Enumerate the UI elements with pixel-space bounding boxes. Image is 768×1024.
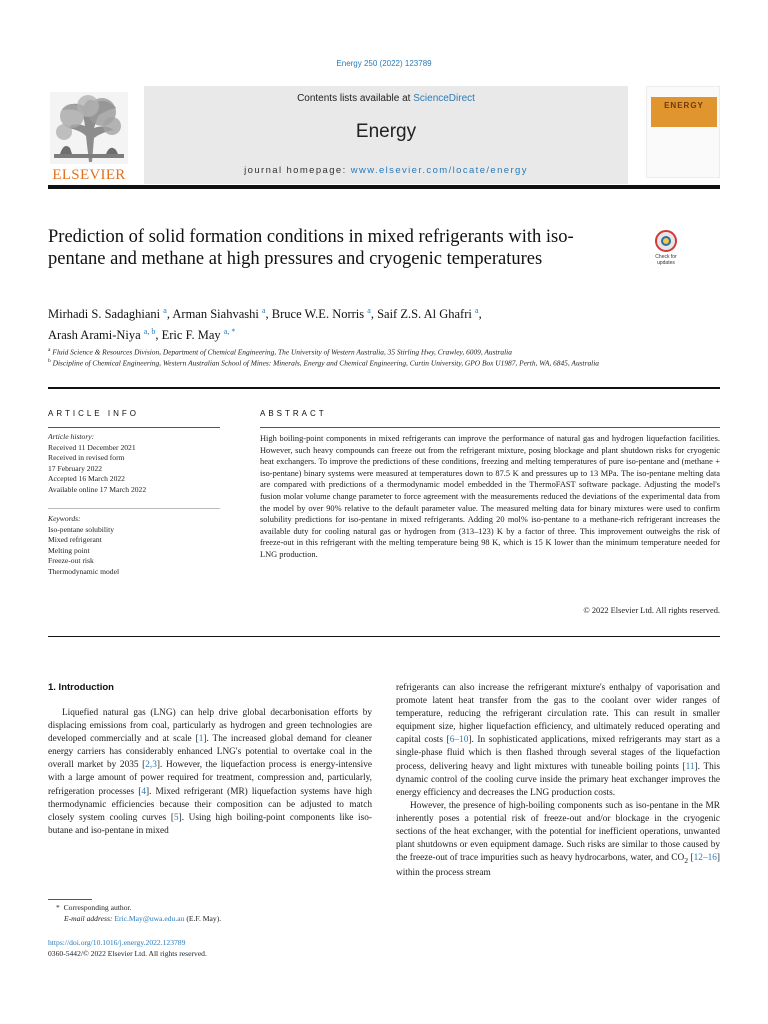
paragraph: However, the presence of high-boiling components such as iso-pentane in the MR inherently poses a potential risk of freeze-out and/or blockage in the cryogenic sections of the heat exchanger, with the potential for inefficient operations, unwanted plant shutdowns or even equipment damage. Such risks are similar to those caused by the freeze-out of trace impurities such as heavy hydrocarbons, water, and $CO_2$ [12–16] within the process stream [396, 800, 721, 879]
masthead-divider [48, 185, 720, 189]
author-affiliation-marker[interactable]: a [163, 306, 167, 315]
article-info-heading: ARTICLE INFO [48, 409, 139, 418]
article-history [48, 432, 220, 495]
crossmark-icon [655, 230, 677, 252]
citation-link[interactable]: 5 [173, 812, 179, 823]
keyword: Thermodynamic model [48, 566, 120, 576]
publisher-logo[interactable] [48, 86, 130, 184]
header-divider [48, 387, 720, 389]
homepage-prefix: journal homepage: [244, 165, 351, 176]
citation-link[interactable]: 11 [685, 761, 695, 772]
keyword: Iso-pentane solubility [48, 524, 115, 534]
crossmark-label: Check for updates [655, 254, 677, 266]
author-affiliation-marker[interactable]: a, b [143, 327, 156, 337]
corresponding-author-note: * Corresponding author. [56, 903, 132, 912]
journal-title: Energy [355, 121, 417, 142]
history-item: Accepted 16 March 2022 [48, 474, 125, 483]
homepage-line [144, 165, 628, 176]
publisher-wordmark: ELSEVIER [52, 167, 126, 183]
article-title: Prediction of solid formation conditions in mixed refrigerants with iso-pentane and methane at high pressures and cryogenic temperatures [48, 227, 574, 269]
body-column-left [48, 707, 372, 838]
email-note: E-mail address: Eric.May@uwa.edu.au (E.F. May). [64, 914, 222, 923]
paragraph: refrigerants can also increase the refrigerant mixture's enthalpy of vaporisation and promote latent heat transfer from the gas to the coolant over wider ranges of temperature, reducing the refrigerant circulation rate. This can result in smaller equipment size, higher liquefaction efficiency, and ultimately reduced operating and capital costs [6–10]. In sophisticated applications, mixed refrigerants may start as a single-phase fluid which is then flashed through several stages of the liquefaction process, delivering heavy and light mixtures with tuneable boiling points [11]. This dynamic control of the cooling curve inside the primary heat exchanger improves the energy efficiency and decreases the LNG production costs. [396, 683, 720, 798]
citation-link[interactable]: 12–16 [693, 853, 717, 864]
history-label: Article history: [48, 432, 95, 441]
cover-label: ENERGY [664, 101, 704, 110]
author-name[interactable]: Bruce W.E. Norris [271, 307, 365, 322]
contents-prefix: Contents lists available at [297, 93, 414, 104]
keyword: Melting point [48, 545, 90, 555]
keyword: Mixed refrigerant [48, 535, 102, 544]
abstract-heading: ABSTRACT [260, 409, 327, 418]
elsevier-tree-icon [50, 92, 128, 164]
citation-link[interactable]: 4 [141, 786, 146, 797]
citation-link[interactable]: 1 [198, 734, 204, 745]
check-for-updates-button[interactable] [648, 228, 684, 268]
author-name[interactable]: Arman Siahvashi [172, 307, 259, 322]
author-name[interactable]: Mirhadi S. Sadaghiani [48, 307, 161, 322]
journal-masthead [48, 86, 720, 184]
citation-link[interactable]: 6–10 [449, 735, 469, 746]
homepage-link[interactable]: www.elsevier.com/locate/energy [350, 165, 528, 176]
contents-line [144, 93, 628, 104]
journal-cover-thumbnail[interactable] [646, 86, 720, 178]
journal-citation[interactable]: Energy 250 (2022) 123789 [336, 59, 432, 68]
keywords-divider [48, 508, 220, 509]
author-affiliation-marker[interactable]: a [261, 306, 266, 315]
section-title: 1. Introduction [48, 682, 114, 693]
doi-link[interactable]: https://doi.org/10.1016/j.energy.2022.123789 [48, 938, 186, 947]
author-list: Mirhadi S. Sadaghiani $^a$, Arman Siahvashi $^a$, Bruce W.E. Norris $^a$, Saif Z.S. Al Ghafri $^a$, Arash Arami-Niya $^{a, b}$, Eric F. May $^{a, *}$ [48, 306, 482, 343]
body-column-right [396, 682, 720, 880]
abstract-body: High boiling-point components in mixed refrigerants can improve the performance of natural gas and hydrogen liquefaction facilities. However, such heavy compounds can freeze out from the refrigerant mixture, posing blockage and plant shutdown risks for cryogenic heat exchangers. To improve the predictions of these conditions, freezing and melting temperatures of pure iso-pentane and (methane + iso-pentane) binary systems were measured at temperatures down to 87.5 K and pressures up to 13 MPa. The iso-pentane melting data are compared with predictions of a thermodynamic model embedded in the ThermoFAST software package. Adjusting the model's fusion molar volume change parameter to force agreement with the measurements reduced the deviations of the experimental data from the model by over 90% relative to the default parameter value. The measured melting data for binary mixtures were used to confirm solubility predictions for iso-pentane in mixed refrigerants. Adding 20 mol% iso-pentane to a methane-rich refrigerant increases the available duty for cooling natural gas or hydrogen from (313–123) K by a factor of three. This improvement outweighs the risk of freeze-out in this refrigerant with the melting temperature being 98 K, which is 15 K lower than the minimum temperature needed for LNG production. [260, 434, 720, 559]
history-item: Received in revised form [48, 453, 125, 462]
keywords-label: Keywords: [48, 514, 81, 523]
abstract-divider [260, 427, 720, 428]
author-name[interactable]: Eric F. May [161, 328, 221, 343]
author-affiliation-marker[interactable]: a [475, 306, 479, 315]
history-item: Available online 17 March 2022 [48, 484, 147, 494]
paragraph: Liquefied natural gas (LNG) can help drive global decarbonisation efforts by displacing emissions from coal, particularly as hydrogen and green technologies are developed commercially and at scale [1]. The increased global demand for cleaner energy carriers has considerably enhanced LNG's potential to overtake coal in the overall market by 2035 [2,3]. However, the liquefaction process is energy-intensive with a large amount of power required for treatment, compression and, particularly, refrigeration processes [4]. Mixed refrigerant (MR) liquefaction systems have high thermodynamic efficiencies because their composition can be adjusted to match closely system cooling curves [5]. Using high boiling-point components like iso-butane and iso-pentane in mixed [48, 708, 372, 836]
author-affiliation-marker[interactable]: a, * [223, 327, 236, 337]
email-link[interactable]: Eric.May@uwa.edu.au [114, 914, 185, 923]
affiliation-a: $^a$ Fluid Science & Resources Division, Department of Chemical Engineering, The University of Western Australia, 35 Stirling Hwy, Crawley, 6009, Australia [48, 347, 512, 357]
history-item: Received 11 December 2021 [48, 442, 136, 452]
history-item: 17 February 2022 [48, 463, 102, 473]
author-name[interactable]: Arash Arami-Niya [48, 328, 141, 343]
sciencedirect-link[interactable]: ScienceDirect [413, 93, 475, 104]
citation-link[interactable]: 2,3 [145, 760, 157, 771]
author-name[interactable]: Saif Z.S. Al Ghafri [377, 307, 472, 322]
issn-copyright: 0360-5442/© 2022 Elsevier Ltd. All rights reserved. [48, 949, 207, 958]
keywords [48, 514, 220, 577]
affiliation-b: $^b$ Discipline of Chemical Engineering, Western Australian School of Mines: Minerals, Energy and Chemical Engineering, Curtin University, GPO Box U1987, Perth, WA, 6845, Australia [48, 358, 599, 368]
abstract-copyright: © 2022 Elsevier Ltd. All rights reserved. [583, 606, 720, 615]
journal-banner [144, 86, 628, 184]
abstract-end-divider [48, 636, 720, 637]
author-affiliation-marker[interactable]: a [367, 306, 371, 315]
article-info-divider [48, 427, 220, 428]
footnote-divider [48, 899, 92, 900]
keyword: Freeze-out risk [48, 556, 94, 565]
